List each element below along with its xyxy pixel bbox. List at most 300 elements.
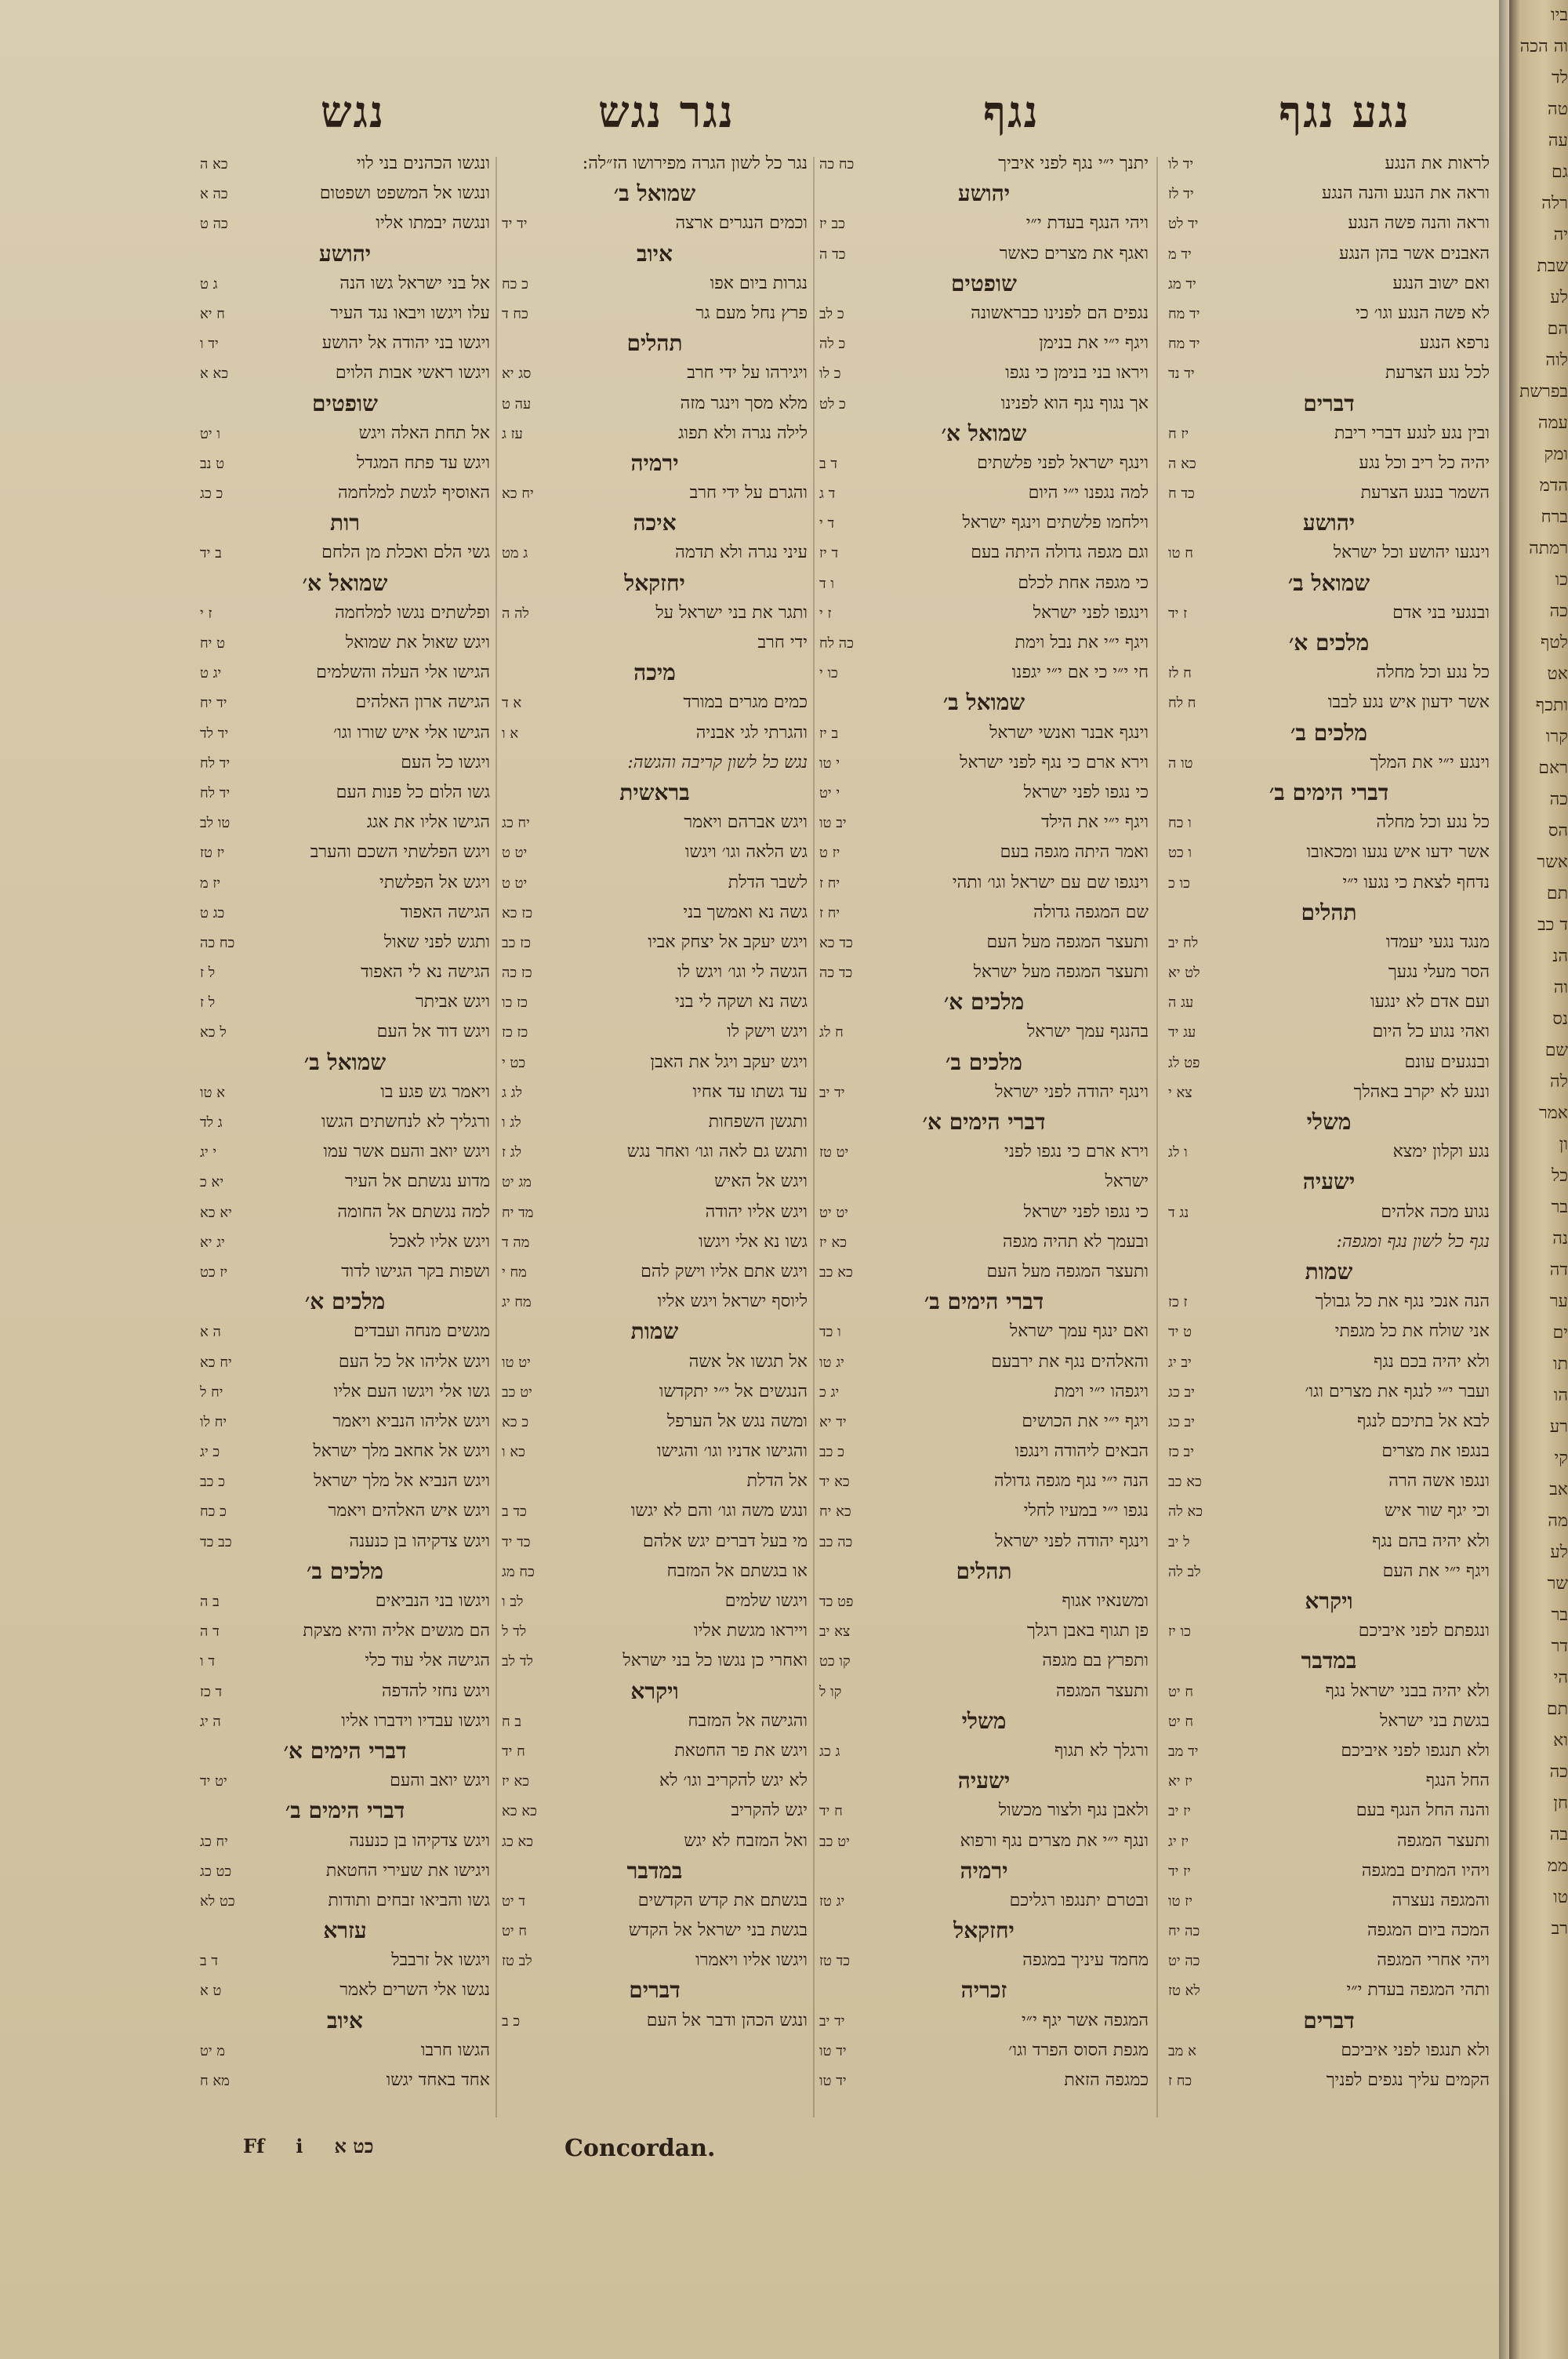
facing-page-fragment: בר xyxy=(1551,1605,1568,1625)
verse-entry xyxy=(200,2036,490,2066)
verse-entry xyxy=(200,1467,490,1496)
verse-text: עד גשתו עד אחיו xyxy=(692,1081,808,1102)
verse-text: פן תגוף באבן רגלך xyxy=(1027,1621,1149,1641)
verse-text: אל הדלת xyxy=(746,1471,808,1492)
book-name: רות xyxy=(330,510,360,536)
verse-reference: כ לה xyxy=(819,336,846,353)
verse-entry xyxy=(200,449,490,478)
verse-entry xyxy=(200,179,490,209)
verse-reference: ב יד xyxy=(200,545,222,562)
facing-page-fragment: לה xyxy=(1550,1072,1568,1092)
column-header-3: נגר נגש xyxy=(597,86,735,138)
verse-reference: כ כב xyxy=(819,1444,844,1461)
verse-text: לא יגש להקריב וגו׳ לא xyxy=(659,1771,808,1791)
book-name: שופטים xyxy=(951,270,1017,296)
column-rule xyxy=(495,157,497,2117)
book-name: זכריה xyxy=(960,1977,1007,2004)
verse-entry xyxy=(502,598,808,628)
verse-text: לשבר הדלת xyxy=(728,872,808,892)
verse-text: ותגר את בני ישראל על xyxy=(655,602,808,623)
root-entry-heading xyxy=(502,748,808,778)
verse-text: לא פשה הנגע וגו׳ כי xyxy=(1356,303,1490,323)
facing-page-fragment: חן xyxy=(1553,1794,1568,1813)
verse-text: לכל נגע הצרעת xyxy=(1385,363,1490,383)
verse-reference: יב כז xyxy=(1168,1444,1194,1461)
book-name: דברים xyxy=(629,1977,681,2004)
verse-text: אני שולח את כל מגפתי xyxy=(1334,1321,1490,1342)
verse-text: גשה נא ושקה לי בני xyxy=(674,992,808,1012)
root-definition: נגף כל לשון נגף ומגפה: xyxy=(1336,1231,1490,1252)
verse-entry xyxy=(1168,1287,1490,1317)
verse-reference: יד טו xyxy=(819,2042,847,2059)
verse-text: גשי הלם ואכלת מן הלחם xyxy=(321,543,490,563)
verse-reference: כה לח xyxy=(819,635,854,652)
verse-entry xyxy=(1168,808,1490,838)
verse-text: אל תגשו אל אשה xyxy=(688,1351,808,1372)
verse-reference: יז יג xyxy=(1168,1833,1189,1850)
verse-entry xyxy=(200,898,490,928)
verse-text: אשר ידעון איש נגע לבבו xyxy=(1327,692,1490,713)
verse-entry xyxy=(1168,1616,1490,1646)
facing-page-fragment: שר xyxy=(1547,1574,1568,1594)
verse-reference: א ו xyxy=(502,725,519,742)
verse-reference: כד יד xyxy=(502,1533,531,1550)
verse-entry xyxy=(200,868,490,898)
verse-entry xyxy=(1168,269,1490,299)
verse-entry xyxy=(819,808,1149,838)
verse-reference: כו כ xyxy=(1168,874,1190,892)
verse-text: נגפים הם לפנינו כבראשונה xyxy=(971,303,1149,323)
verse-text: וכמים הנגרים ארצה xyxy=(675,213,808,234)
verse-entry xyxy=(200,1227,490,1257)
facing-page-fragment: ברח xyxy=(1541,507,1568,527)
facing-page-fragment: ון xyxy=(1559,1135,1568,1154)
verse-entry xyxy=(1168,1407,1490,1437)
verse-reference: לד לב xyxy=(502,1653,533,1670)
verse-entry xyxy=(200,658,490,688)
facing-page-fragment: ער xyxy=(1549,1292,1568,1311)
verse-reference: יג ט xyxy=(200,665,222,682)
verse-entry xyxy=(502,688,808,718)
verse-entry xyxy=(819,1317,1149,1347)
verse-entry xyxy=(819,658,1149,688)
verse-text: ובעמך לא תהיה מגפה xyxy=(1003,1231,1149,1252)
verse-reference: יח ז xyxy=(819,874,840,892)
verse-entry xyxy=(502,419,808,449)
verse-entry xyxy=(1168,928,1490,958)
verse-entry xyxy=(1168,1946,1490,1976)
facing-page-fragment: גם xyxy=(1552,162,1568,182)
verse-entry xyxy=(502,1407,808,1437)
book-name: תהלים xyxy=(1301,899,1357,925)
verse-reference: קו כט xyxy=(819,1653,851,1670)
verse-text: ויגשו ראשי אבות הלוים xyxy=(335,363,490,383)
facing-page-fragment: שם xyxy=(1544,1041,1568,1060)
book-name: דברים xyxy=(1303,2007,1355,2034)
facing-page-fragment: רמתה xyxy=(1529,539,1568,558)
verse-entry xyxy=(200,1137,490,1167)
verse-reference: ל ז xyxy=(200,994,216,1012)
verse-entry xyxy=(819,1227,1149,1257)
verse-text: ולא יהיה בהם נגף xyxy=(1372,1531,1490,1551)
verse-text: ויגשו כל העם xyxy=(401,752,490,772)
book-heading xyxy=(200,1736,490,1766)
verse-reference: ח יא xyxy=(200,305,225,322)
book-name: שמואל ב׳ xyxy=(613,180,696,207)
verse-reference: ד ג xyxy=(819,485,836,503)
book-heading xyxy=(200,1796,490,1826)
verse-text: ויגפהו י״י וימת xyxy=(1054,1381,1149,1401)
book-name: במדבר xyxy=(1301,1648,1357,1674)
verse-entry xyxy=(502,987,808,1017)
verse-text: ויגשו אל זרבבל xyxy=(391,1950,490,1971)
verse-reference: יט טז xyxy=(819,1144,849,1161)
verse-entry xyxy=(502,1946,808,1976)
verse-text: בגשתם את קדש הקדשים xyxy=(637,1890,808,1910)
verse-reference: ז י xyxy=(200,605,212,622)
book-heading xyxy=(502,1677,808,1707)
verse-text: והגישה אל המזבח xyxy=(688,1710,808,1731)
column-header-1: נגע נגף xyxy=(1279,86,1410,138)
verse-entry xyxy=(502,1287,808,1317)
verse-reference: כא לה xyxy=(1168,1503,1203,1521)
verse-reference: יח כג xyxy=(502,815,530,832)
verse-reference: לט יא xyxy=(1168,965,1200,982)
verse-entry xyxy=(819,1257,1149,1287)
verse-text: ובנגעי בני אדם xyxy=(1392,602,1490,623)
verse-text: ויאמר גש פגע בו xyxy=(380,1081,490,1102)
verse-text: ויגש אליהו הנביא ויאמר xyxy=(332,1411,490,1431)
verse-entry xyxy=(819,569,1149,598)
verse-text: אל תחת האלה ויגש xyxy=(358,423,490,443)
verse-reference: יט יט xyxy=(819,1204,848,1221)
verse-text: הנה י״י נגף מגפה גדולה xyxy=(993,1471,1149,1492)
verse-text: האוסיף לגשת למלחמה xyxy=(337,483,490,503)
verse-reference: כ כח xyxy=(200,1503,227,1521)
verse-reference: פט לג xyxy=(1168,1054,1200,1071)
verse-reference: כז כו xyxy=(502,994,528,1012)
signature-number: i xyxy=(296,2135,303,2157)
verse-reference: ל יב xyxy=(1168,1533,1190,1550)
verse-entry xyxy=(200,1198,490,1227)
verse-entry xyxy=(1168,1886,1490,1916)
verse-entry xyxy=(1168,1137,1490,1167)
verse-text: אל בני ישראל גשו הנה xyxy=(339,273,490,293)
verse-text: כל נגע וכל מחלה xyxy=(1376,812,1490,833)
verse-entry xyxy=(502,1826,808,1856)
verse-reference: א טו xyxy=(200,1084,226,1101)
verse-reference: כא יז xyxy=(819,1234,848,1251)
verse-text: וייראו מגשת אליו xyxy=(694,1621,808,1641)
root-definition: נגש כל לשון קריבה והגשה: xyxy=(627,752,808,772)
verse-entry xyxy=(819,478,1149,508)
book-name: דברים xyxy=(1303,390,1355,416)
verse-entry xyxy=(502,1257,808,1287)
verse-reference: ח לג xyxy=(819,1024,844,1041)
book-name: משלי xyxy=(961,1707,1007,1734)
verse-reference: י יט xyxy=(819,784,840,801)
book-name: דברי הימים ב׳ xyxy=(924,1289,1044,1315)
verse-entry xyxy=(200,1677,490,1707)
verse-text: ומשנאיו אגוף xyxy=(1062,1591,1149,1611)
verse-reference: כ לט xyxy=(819,395,846,413)
verse-entry xyxy=(819,598,1149,628)
verse-text: ויגש נחזי להדפה xyxy=(381,1681,490,1701)
verse-entry xyxy=(502,1017,808,1047)
book-heading xyxy=(819,1707,1149,1736)
verse-reference: יז ט xyxy=(819,845,840,862)
verse-reference: כ יג xyxy=(200,1444,220,1461)
verse-reference: יא כ xyxy=(200,1174,224,1191)
verse-entry xyxy=(200,808,490,838)
verse-entry xyxy=(1168,1317,1490,1347)
verse-text: הגשה לי וגו׳ ויגש לו xyxy=(677,962,808,983)
verse-text: ויגש אל הפלשתי xyxy=(379,872,490,892)
book-heading xyxy=(819,269,1149,299)
verse-text: וילחמו פלשתים וינגף ישראל xyxy=(962,513,1149,533)
verse-reference: יג יא xyxy=(200,1234,225,1251)
verse-entry xyxy=(1168,1198,1490,1227)
verse-reference: יד מח xyxy=(1168,305,1200,322)
verse-text: גשו נא אלי ויגשו xyxy=(699,1231,808,1252)
verse-entry xyxy=(200,1317,490,1347)
verse-reference: יד יח xyxy=(200,695,227,712)
verse-reference: ח לז xyxy=(1168,665,1192,682)
verse-text: אשר ידעו איש נגעו ומכאובו xyxy=(1306,842,1490,863)
verse-reference: ד ה xyxy=(200,1623,220,1641)
verse-entry xyxy=(502,1377,808,1407)
facing-page-fragment: אט xyxy=(1547,664,1568,684)
verse-reference: כ ב xyxy=(502,2012,521,2030)
facing-page-fragment: ממ xyxy=(1547,1856,1568,1876)
book-name: ויקרא xyxy=(630,1677,679,1704)
verse-entry xyxy=(1168,358,1490,388)
verse-text: ויגף י״י את בנימן xyxy=(1039,333,1149,354)
verse-entry xyxy=(1168,329,1490,358)
verse-reference: יז יד xyxy=(1168,1863,1191,1880)
verse-entry xyxy=(819,239,1149,269)
verse-reference: כז כא xyxy=(502,904,533,921)
verse-text: ויגש יואב והעם אשר עמו xyxy=(323,1142,490,1162)
verse-reference: כט י xyxy=(502,1054,526,1071)
verse-entry xyxy=(819,928,1149,958)
verse-reference: יד לד xyxy=(200,725,229,742)
verse-entry xyxy=(200,1017,490,1047)
verse-entry xyxy=(200,419,490,449)
verse-reference: ט א xyxy=(200,1983,222,2000)
verse-reference: כב יז xyxy=(819,216,845,233)
verse-reference: יד לח xyxy=(200,754,230,772)
verse-entry xyxy=(819,1616,1149,1646)
verse-text: ויגש אברהם ויאמר xyxy=(684,812,808,833)
book-heading xyxy=(200,508,490,538)
book-heading xyxy=(819,1916,1149,1946)
verse-entry xyxy=(200,478,490,508)
verse-text: יתנך י״י נגף לפני איביך xyxy=(998,154,1149,173)
verse-reference: כא א xyxy=(200,365,229,383)
verse-reference: ו ד xyxy=(819,575,834,592)
verse-text: ויגש הפלשתי השכם והערב xyxy=(310,842,490,863)
verse-text: הנגשים אל י״י יתקדשו xyxy=(659,1381,808,1401)
verse-entry xyxy=(1168,1796,1490,1826)
verse-reference: ח יד xyxy=(819,1803,843,1820)
verse-text: ותגשן השפחות xyxy=(708,1112,808,1132)
book-heading xyxy=(502,569,808,598)
book-name: יחזקאל xyxy=(624,569,685,596)
verse-entry xyxy=(1168,1677,1490,1707)
verse-entry xyxy=(502,149,808,179)
verse-text: ויגש עד פתח המגדל xyxy=(356,453,490,473)
verse-reference: י טו xyxy=(819,754,840,772)
book-heading xyxy=(819,1856,1149,1886)
book-heading xyxy=(1168,1646,1490,1676)
verse-text: ונגף י״י את מצרים נגף ורפוא xyxy=(960,1830,1149,1851)
verse-text: הגישו אלי העלה והשלמים xyxy=(316,663,490,683)
verse-entry xyxy=(819,1646,1149,1676)
verse-text: ורגליך לא לנחשתים הגשו xyxy=(321,1112,490,1132)
verse-entry xyxy=(1168,958,1490,987)
verse-reference: כא כג xyxy=(502,1833,534,1850)
verse-reference: יד ו xyxy=(200,336,219,353)
verse-text: ובין נגע לנגע דברי ריבת xyxy=(1334,423,1490,443)
book-heading xyxy=(1168,1167,1490,1197)
verse-entry xyxy=(200,1616,490,1646)
facing-page-fragment: אמר xyxy=(1538,1103,1568,1123)
verse-entry xyxy=(1168,598,1490,628)
verse-reference: כד טז xyxy=(819,1953,851,1970)
verse-text: ויגש את פר החטאת xyxy=(674,1740,808,1761)
verse-reference: לב ו xyxy=(502,1594,524,1610)
verse-entry xyxy=(502,1616,808,1646)
verse-reference: ח יט xyxy=(1168,1683,1193,1700)
verse-reference: לב טז xyxy=(502,1953,532,1970)
verse-text: ונגש הכהן ודבר אל העם xyxy=(646,2010,808,2030)
verse-reference: יד יב xyxy=(819,1084,845,1101)
verse-text: ותפרץ בם מגפה xyxy=(1042,1651,1149,1671)
verse-text: חי י״י כי אם י״י יגפנו xyxy=(1011,663,1149,683)
book-name: משלי xyxy=(1306,1109,1352,1135)
book-name: עזרא xyxy=(323,1917,367,1944)
facing-page-fragment: רלה xyxy=(1541,194,1568,213)
verse-text: יהיה כל ריב וכל נגע xyxy=(1359,453,1490,473)
verse-entry xyxy=(200,1437,490,1467)
facing-page-edge xyxy=(1509,0,1568,2359)
book-name: יהושע xyxy=(957,180,1011,207)
verse-reference: כח ז xyxy=(1168,2073,1192,2089)
verse-reference: ג כג xyxy=(819,1743,840,1760)
book-heading xyxy=(502,658,808,688)
facing-page-fragment: ותכף xyxy=(1535,696,1568,715)
signature-mark xyxy=(243,2135,494,2166)
verse-reference: מח י xyxy=(502,1263,527,1281)
verse-entry xyxy=(1168,1017,1490,1047)
verse-text: השמר בנגע הצרעת xyxy=(1360,483,1490,503)
book-heading xyxy=(502,1317,808,1347)
verse-reference: יח כא xyxy=(502,485,534,503)
verse-entry xyxy=(200,1347,490,1377)
verse-reference: ב יז xyxy=(819,725,839,742)
verse-reference: ג ט xyxy=(200,275,218,293)
verse-text: הבאים ליהודה וינגפו xyxy=(1014,1441,1149,1462)
verse-entry xyxy=(1168,2036,1490,2066)
verse-entry xyxy=(502,1527,808,1557)
verse-text: ויגשו בני הנביאים xyxy=(375,1591,490,1611)
verse-text: ותהי המגפה בעדת י״י xyxy=(1346,1980,1490,2001)
verse-reference: לה ה xyxy=(502,605,529,622)
facing-page-fragment: הם xyxy=(1547,319,1568,339)
verse-reference: ז כז xyxy=(1168,1294,1188,1311)
verse-reference: ד ו xyxy=(200,1653,215,1670)
verse-text: ויגש וישק לו xyxy=(727,1022,808,1042)
verse-text: למה נגשתם אל החומה xyxy=(337,1201,490,1222)
verse-text: ולא יהיה בכם נגף xyxy=(1374,1351,1490,1372)
book-name: בראשית xyxy=(619,779,690,805)
book-heading xyxy=(1168,1107,1490,1137)
concordance-column-2 xyxy=(819,149,1149,2125)
book-name: ירמיה xyxy=(960,1857,1008,1884)
verse-entry xyxy=(819,778,1149,808)
verse-text: נדחף לצאת כי נגעו י״י xyxy=(1342,872,1490,892)
verse-entry xyxy=(502,1137,808,1167)
verse-reference: ח לח xyxy=(1168,695,1196,712)
book-heading xyxy=(1168,1587,1490,1616)
verse-entry xyxy=(502,1707,808,1736)
book-name: תהלים xyxy=(626,330,683,357)
verse-text: לילה נגרה ולא תפוג xyxy=(678,423,808,443)
verse-entry xyxy=(819,2006,1149,2036)
verse-entry xyxy=(200,329,490,358)
book-name: דברי הימים א׳ xyxy=(283,1737,407,1764)
verse-text: ונגפו אשה הרה xyxy=(1388,1471,1490,1492)
verse-entry xyxy=(819,1198,1149,1227)
verse-entry xyxy=(200,1646,490,1676)
verse-reference: יג טז xyxy=(819,1892,845,1910)
verse-entry xyxy=(819,209,1149,238)
verse-reference: כ לב xyxy=(819,305,844,322)
verse-text: ויגש צדקיהו בן כנענה xyxy=(349,1531,490,1551)
book-heading xyxy=(1168,718,1490,748)
verse-text: גשו והביאו זבחים ותודות xyxy=(328,1890,490,1910)
verse-reference: מא ח xyxy=(200,2073,230,2089)
verse-text: ויראו בני בנימן כי נגפו xyxy=(1005,363,1149,383)
facing-page-fragment: בר xyxy=(1551,1198,1568,1217)
verse-text: ויגש איש האלהים ויאמר xyxy=(328,1501,490,1521)
verse-text: כמים מגרים במורד xyxy=(683,692,808,713)
book-heading xyxy=(200,389,490,419)
column-rule xyxy=(813,157,815,2117)
verse-reference: כח ד xyxy=(502,305,528,322)
verse-entry xyxy=(200,958,490,987)
facing-page-fragment: וה xyxy=(1553,978,1568,998)
verse-text: האבנים אשר בהן הנגע xyxy=(1338,243,1490,264)
verse-entry xyxy=(200,2066,490,2095)
verse-entry xyxy=(1168,2066,1490,2095)
verse-text: ליוסף ישראל ויגש אליו xyxy=(657,1292,808,1312)
verse-entry xyxy=(502,538,808,568)
verse-reference: יד לח xyxy=(200,784,230,801)
verse-reference: פט כד xyxy=(819,1594,854,1610)
verse-reference: ו לג xyxy=(1168,1144,1188,1161)
verse-entry xyxy=(502,1467,808,1496)
verse-text: והגרם על ידי חרב xyxy=(689,483,808,503)
book-name: שמואל א׳ xyxy=(941,420,1027,446)
facing-page-fragment: טו xyxy=(1553,1888,1568,1907)
book-name: איכה xyxy=(633,510,677,536)
verse-text: מי בעל דברים יגש אלהם xyxy=(642,1531,808,1551)
verse-entry xyxy=(502,1916,808,1946)
verse-entry xyxy=(200,1946,490,1976)
verse-reference: ה א xyxy=(200,1324,221,1341)
